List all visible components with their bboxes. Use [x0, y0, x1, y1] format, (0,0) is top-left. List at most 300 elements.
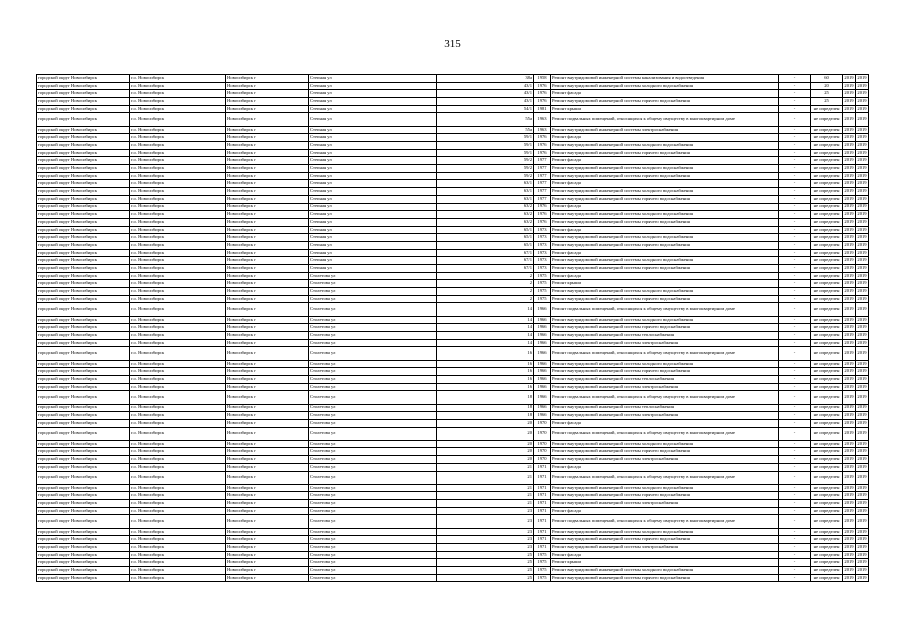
- cell-house: 65/1: [437, 241, 534, 249]
- cell-year-start: 2019: [843, 500, 856, 508]
- cell-locality: Новосибирск г: [226, 544, 309, 552]
- cell-street: Степная ул: [309, 165, 437, 173]
- cell-house: 63/2: [437, 203, 534, 211]
- cell-house: 14: [437, 339, 534, 347]
- cell-year-start: 2019: [843, 180, 856, 188]
- table-row: [37, 149, 869, 157]
- cell-okrug: городской округ Новосибирск: [37, 412, 130, 420]
- cell-city: г.о. Новосибирск: [130, 559, 226, 567]
- cell-work: Ремонт внутридомовой инженерной системы горячего водоснабжения: [551, 492, 779, 500]
- cell-city: г.о. Новосибирск: [130, 324, 226, 332]
- cell-house: 23: [437, 507, 534, 515]
- cell-house: 14: [437, 316, 534, 324]
- cell-year: 1970: [534, 440, 551, 448]
- cell-year-end: 2019: [856, 134, 869, 142]
- cell-year-end: 2019: [856, 82, 869, 90]
- cell-dash: -: [779, 500, 811, 508]
- cell-street: Столетова ул: [309, 412, 437, 420]
- cell-dash: -: [779, 288, 811, 296]
- cell-dash: -: [779, 515, 811, 528]
- cell-dash: -: [779, 303, 811, 316]
- cell-street: Степная ул: [309, 98, 437, 106]
- table-row: [37, 126, 869, 134]
- cell-year-end: 2019: [856, 316, 869, 324]
- cell-house: 14: [437, 324, 534, 332]
- cell-locality: Новосибирск г: [226, 360, 309, 368]
- cell-street: Степная ул: [309, 149, 437, 157]
- cell-dash: -: [779, 440, 811, 448]
- cell-street: Степная ул: [309, 249, 437, 257]
- cell-year: 1971: [534, 471, 551, 484]
- cell-okrug: городской округ Новосибирск: [37, 528, 130, 536]
- cell-house: 25: [437, 559, 534, 567]
- cell-street: Столетова ул: [309, 536, 437, 544]
- cell-amount: не определен: [811, 507, 843, 515]
- cell-locality: Новосибирск г: [226, 368, 309, 376]
- cell-house: 14: [437, 332, 534, 340]
- cell-city: г.о. Новосибирск: [130, 316, 226, 324]
- cell-year-start: 2019: [843, 463, 856, 471]
- cell-city: г.о. Новосибирск: [130, 90, 226, 98]
- table-row: [37, 492, 869, 500]
- cell-house: 16: [437, 360, 534, 368]
- cell-year-start: 2019: [843, 149, 856, 157]
- cell-street: Степная ул: [309, 234, 437, 242]
- cell-amount: не определен: [811, 339, 843, 347]
- cell-year-end: 2019: [856, 172, 869, 180]
- cell-amount: не определен: [811, 515, 843, 528]
- cell-dash: -: [779, 226, 811, 234]
- cell-year-start: 2019: [843, 280, 856, 288]
- cell-house: 21: [437, 492, 534, 500]
- cell-work: Ремонт внутридомовой инженерной системы холодного водоснабжения: [551, 211, 779, 219]
- cell-city: г.о. Новосибирск: [130, 280, 226, 288]
- cell-street: Столетова ул: [309, 528, 437, 536]
- cell-amount: не определен: [811, 456, 843, 464]
- cell-year-end: 2019: [856, 211, 869, 219]
- cell-street: Степная ул: [309, 126, 437, 134]
- cell-city: г.о. Новосибирск: [130, 463, 226, 471]
- cell-city: г.о. Новосибирск: [130, 257, 226, 265]
- cell-year: 1976: [534, 149, 551, 157]
- cell-year: 1977: [534, 188, 551, 196]
- table-row: [37, 544, 869, 552]
- cell-work: Ремонт внутридомовой инженерной системы горячего водоснабжения: [551, 448, 779, 456]
- cell-dash: -: [779, 567, 811, 575]
- cell-work: Ремонт внутридомовой инженерной системы холодного водоснабжения: [551, 165, 779, 173]
- cell-year-start: 2019: [843, 404, 856, 412]
- cell-work: Ремонт внутридомовой инженерной системы холодного водоснабжения: [551, 316, 779, 324]
- cell-year-end: 2019: [856, 157, 869, 165]
- cell-year: 1958: [534, 75, 551, 83]
- cell-dash: -: [779, 142, 811, 150]
- cell-year: 1973: [534, 241, 551, 249]
- cell-year-end: 2019: [856, 375, 869, 383]
- table-row: [37, 559, 869, 567]
- cell-okrug: городской округ Новосибирск: [37, 203, 130, 211]
- cell-dash: -: [779, 188, 811, 196]
- cell-okrug: городской округ Новосибирск: [37, 544, 130, 552]
- cell-locality: Новосибирск г: [226, 528, 309, 536]
- cell-city: г.о. Новосибирск: [130, 303, 226, 316]
- cell-work: Ремонт внутридомовой инженерной системы холодного водоснабжения: [551, 188, 779, 196]
- cell-year-end: 2019: [856, 360, 869, 368]
- cell-year-start: 2019: [843, 375, 856, 383]
- cell-year-end: 2019: [856, 142, 869, 150]
- cell-street: Столетова ул: [309, 500, 437, 508]
- cell-dash: -: [779, 536, 811, 544]
- cell-okrug: городской округ Новосибирск: [37, 113, 130, 126]
- cell-locality: Новосибирск г: [226, 98, 309, 106]
- cell-street: Столетова ул: [309, 515, 437, 528]
- cell-dash: -: [779, 75, 811, 83]
- cell-okrug: городской округ Новосибирск: [37, 218, 130, 226]
- cell-year: 1976: [534, 82, 551, 90]
- cell-year-start: 2019: [843, 536, 856, 544]
- cell-amount: не определен: [811, 427, 843, 440]
- cell-work: Ремонт внутридомовой инженерной системы теплоснабжения: [551, 404, 779, 412]
- cell-okrug: городской округ Новосибирск: [37, 249, 130, 257]
- table-row: [37, 188, 869, 196]
- cell-okrug: городской округ Новосибирск: [37, 515, 130, 528]
- cell-okrug: городской округ Новосибирск: [37, 427, 130, 440]
- table-row: [37, 241, 869, 249]
- cell-okrug: городской округ Новосибирск: [37, 241, 130, 249]
- cell-work: Ремонт фасада: [551, 157, 779, 165]
- cell-street: Столетова ул: [309, 303, 437, 316]
- cell-year: 1971: [534, 507, 551, 515]
- cell-locality: Новосибирск г: [226, 280, 309, 288]
- cell-locality: Новосибирск г: [226, 157, 309, 165]
- cell-year-start: 2019: [843, 211, 856, 219]
- cell-street: Столетова ул: [309, 288, 437, 296]
- cell-year-end: 2019: [856, 288, 869, 296]
- cell-dash: -: [779, 551, 811, 559]
- cell-okrug: городской округ Новосибирск: [37, 448, 130, 456]
- cell-locality: Новосибирск г: [226, 195, 309, 203]
- cell-year-end: 2019: [856, 544, 869, 552]
- cell-okrug: городской округ Новосибирск: [37, 257, 130, 265]
- cell-amount: 20: [811, 82, 843, 90]
- cell-year: 1966: [534, 339, 551, 347]
- cell-city: г.о. Новосибирск: [130, 448, 226, 456]
- cell-dash: -: [779, 471, 811, 484]
- cell-amount: не определен: [811, 471, 843, 484]
- cell-year-start: 2019: [843, 303, 856, 316]
- cell-work: Ремонт внутридомовой инженерной системы горячего водоснабжения: [551, 368, 779, 376]
- cell-okrug: городской округ Новосибирск: [37, 507, 130, 515]
- cell-dash: -: [779, 375, 811, 383]
- table-row: [37, 471, 869, 484]
- cell-house: 54/1: [437, 105, 534, 113]
- cell-year-end: 2019: [856, 463, 869, 471]
- cell-dash: -: [779, 105, 811, 113]
- table-row: [37, 113, 869, 126]
- cell-year-start: 2019: [843, 391, 856, 404]
- cell-amount: не определен: [811, 440, 843, 448]
- cell-okrug: городской округ Новосибирск: [37, 265, 130, 273]
- cell-street: Степная ул: [309, 241, 437, 249]
- table-row: [37, 303, 869, 316]
- table-row: [37, 75, 869, 83]
- cell-year-start: 2019: [843, 507, 856, 515]
- cell-street: Столетова ул: [309, 551, 437, 559]
- cell-year: 1966: [534, 404, 551, 412]
- table-row: [37, 419, 869, 427]
- cell-dash: -: [779, 347, 811, 360]
- cell-work: Ремонт внутридомовой инженерной системы холодного водоснабжения: [551, 360, 779, 368]
- cell-locality: Новосибирск г: [226, 249, 309, 257]
- cell-work: Ремонт подвальных помещений, относящихся к общему имуществу в многоквартирном доме: [551, 113, 779, 126]
- cell-dash: -: [779, 98, 811, 106]
- cell-year: 1966: [534, 324, 551, 332]
- cell-locality: Новосибирск г: [226, 288, 309, 296]
- cell-dash: -: [779, 265, 811, 273]
- cell-locality: Новосибирск г: [226, 172, 309, 180]
- cell-year: 1966: [534, 347, 551, 360]
- cell-locality: Новосибирск г: [226, 427, 309, 440]
- cell-locality: Новосибирск г: [226, 303, 309, 316]
- cell-year: 1973: [534, 265, 551, 273]
- cell-locality: Новосибирск г: [226, 375, 309, 383]
- cell-year-end: 2019: [856, 559, 869, 567]
- cell-city: г.о. Новосибирск: [130, 412, 226, 420]
- cell-locality: Новосибирск г: [226, 203, 309, 211]
- cell-city: г.о. Новосибирск: [130, 157, 226, 165]
- cell-amount: не определен: [811, 157, 843, 165]
- cell-street: Столетова ул: [309, 440, 437, 448]
- cell-year-start: 2019: [843, 165, 856, 173]
- cell-amount: не определен: [811, 332, 843, 340]
- cell-amount: не определен: [811, 375, 843, 383]
- cell-locality: Новосибирск г: [226, 75, 309, 83]
- cell-locality: Новосибирск г: [226, 165, 309, 173]
- cell-year: 1971: [534, 536, 551, 544]
- cell-locality: Новосибирск г: [226, 391, 309, 404]
- cell-house: 21: [437, 484, 534, 492]
- cell-house: 25: [437, 567, 534, 575]
- cell-work: Ремонт внутридомовой инженерной системы холодного водоснабжения: [551, 142, 779, 150]
- cell-city: г.о. Новосибирск: [130, 288, 226, 296]
- cell-city: г.о. Новосибирск: [130, 368, 226, 376]
- cell-street: Столетова ул: [309, 567, 437, 575]
- cell-work: Ремонт фасада: [551, 226, 779, 234]
- cell-amount: не определен: [811, 412, 843, 420]
- cell-okrug: городской округ Новосибирск: [37, 288, 130, 296]
- cell-year-end: 2019: [856, 448, 869, 456]
- cell-street: Столетова ул: [309, 339, 437, 347]
- cell-year-start: 2019: [843, 82, 856, 90]
- cell-amount: не определен: [811, 172, 843, 180]
- cell-locality: Новосибирск г: [226, 448, 309, 456]
- cell-street: Столетова ул: [309, 492, 437, 500]
- cell-house: 59/1: [437, 149, 534, 157]
- cell-street: Степная ул: [309, 265, 437, 273]
- cell-work: Ремонт крыши: [551, 105, 779, 113]
- cell-dash: -: [779, 149, 811, 157]
- cell-street: Степная ул: [309, 142, 437, 150]
- cell-work: Ремонт фасада: [551, 180, 779, 188]
- cell-locality: Новосибирск г: [226, 515, 309, 528]
- cell-street: Столетова ул: [309, 347, 437, 360]
- cell-city: г.о. Новосибирск: [130, 113, 226, 126]
- cell-dash: -: [779, 332, 811, 340]
- cell-work: Ремонт внутридомовой инженерной системы горячего водоснабжения: [551, 574, 779, 582]
- cell-house: 43/1: [437, 82, 534, 90]
- cell-year-end: 2019: [856, 500, 869, 508]
- cell-year-start: 2019: [843, 157, 856, 165]
- cell-locality: Новосибирск г: [226, 484, 309, 492]
- cell-year-start: 2019: [843, 551, 856, 559]
- cell-dash: -: [779, 272, 811, 280]
- cell-year: 1977: [534, 180, 551, 188]
- table-row: [37, 272, 869, 280]
- table-row: [37, 172, 869, 180]
- cell-locality: Новосибирск г: [226, 126, 309, 134]
- cell-city: г.о. Новосибирск: [130, 528, 226, 536]
- cell-amount: не определен: [811, 134, 843, 142]
- cell-work: Ремонт подвальных помещений, относящихся к общему имуществу в многоквартирном доме: [551, 303, 779, 316]
- cell-locality: Новосибирск г: [226, 404, 309, 412]
- cell-okrug: городской округ Новосибирск: [37, 188, 130, 196]
- cell-city: г.о. Новосибирск: [130, 536, 226, 544]
- cell-dash: -: [779, 324, 811, 332]
- cell-year-end: 2019: [856, 332, 869, 340]
- cell-year-end: 2019: [856, 113, 869, 126]
- cell-city: г.о. Новосибирск: [130, 165, 226, 173]
- cell-okrug: городской округ Новосибирск: [37, 75, 130, 83]
- cell-work: Ремонт внутридомовой инженерной системы теплоснабжения: [551, 332, 779, 340]
- cell-year-start: 2019: [843, 75, 856, 83]
- cell-year: 1966: [534, 375, 551, 383]
- capital-repair-table: [36, 74, 869, 582]
- cell-amount: не определен: [811, 226, 843, 234]
- cell-work: Ремонт внутридомовой инженерной системы электроснабжения: [551, 456, 779, 464]
- cell-year: 1976: [534, 203, 551, 211]
- cell-work: Ремонт подвальных помещений, относящихся к общему имуществу в многоквартирном доме: [551, 471, 779, 484]
- cell-street: Степная ул: [309, 134, 437, 142]
- cell-year: 1963: [534, 113, 551, 126]
- cell-dash: -: [779, 134, 811, 142]
- table-row: [37, 203, 869, 211]
- cell-city: г.о. Новосибирск: [130, 134, 226, 142]
- cell-locality: Новосибирск г: [226, 272, 309, 280]
- cell-amount: не определен: [811, 234, 843, 242]
- cell-city: г.о. Новосибирск: [130, 218, 226, 226]
- cell-year-end: 2019: [856, 188, 869, 196]
- cell-year-end: 2019: [856, 528, 869, 536]
- cell-year: 1976: [534, 218, 551, 226]
- cell-house: 63/2: [437, 211, 534, 219]
- cell-house: 2: [437, 288, 534, 296]
- cell-street: Степная ул: [309, 188, 437, 196]
- cell-street: Столетова ул: [309, 463, 437, 471]
- cell-dash: -: [779, 113, 811, 126]
- cell-okrug: городской округ Новосибирск: [37, 404, 130, 412]
- cell-street: Степная ул: [309, 90, 437, 98]
- cell-amount: не определен: [811, 528, 843, 536]
- cell-locality: Новосибирск г: [226, 265, 309, 273]
- cell-dash: -: [779, 157, 811, 165]
- table-row: [37, 142, 869, 150]
- cell-year-start: 2019: [843, 448, 856, 456]
- cell-year: 1966: [534, 368, 551, 376]
- cell-locality: Новосибирск г: [226, 500, 309, 508]
- cell-okrug: городской округ Новосибирск: [37, 90, 130, 98]
- cell-street: Столетова ул: [309, 280, 437, 288]
- cell-okrug: городской округ Новосибирск: [37, 463, 130, 471]
- cell-amount: не определен: [811, 195, 843, 203]
- table-row: [37, 180, 869, 188]
- cell-year-start: 2019: [843, 360, 856, 368]
- cell-house: 16: [437, 383, 534, 391]
- cell-year-end: 2019: [856, 412, 869, 420]
- cell-year-start: 2019: [843, 316, 856, 324]
- table-row: [37, 448, 869, 456]
- cell-year-start: 2019: [843, 567, 856, 575]
- cell-year-end: 2019: [856, 567, 869, 575]
- table-row: [37, 257, 869, 265]
- cell-house: 2: [437, 272, 534, 280]
- cell-year-end: 2019: [856, 295, 869, 303]
- cell-okrug: городской округ Новосибирск: [37, 551, 130, 559]
- cell-year-end: 2019: [856, 241, 869, 249]
- cell-dash: -: [779, 90, 811, 98]
- table-row: [37, 249, 869, 257]
- cell-city: г.о. Новосибирск: [130, 471, 226, 484]
- cell-street: Столетова ул: [309, 507, 437, 515]
- cell-year-start: 2019: [843, 339, 856, 347]
- cell-year-end: 2019: [856, 419, 869, 427]
- cell-amount: 25: [811, 98, 843, 106]
- cell-year: 1973: [534, 226, 551, 234]
- cell-year-end: 2019: [856, 484, 869, 492]
- cell-year-end: 2019: [856, 75, 869, 83]
- cell-okrug: городской округ Новосибирск: [37, 272, 130, 280]
- cell-work: Ремонт внутридомовой инженерной системы холодного водоснабжения: [551, 234, 779, 242]
- cell-year: 1966: [534, 391, 551, 404]
- cell-year-start: 2019: [843, 241, 856, 249]
- cell-amount: не определен: [811, 419, 843, 427]
- cell-house: 43/1: [437, 90, 534, 98]
- cell-year-end: 2019: [856, 404, 869, 412]
- table-row: [37, 157, 869, 165]
- cell-dash: -: [779, 427, 811, 440]
- cell-city: г.о. Новосибирск: [130, 98, 226, 106]
- cell-amount: не определен: [811, 265, 843, 273]
- cell-dash: -: [779, 126, 811, 134]
- cell-year: 1971: [534, 515, 551, 528]
- cell-amount: не определен: [811, 492, 843, 500]
- cell-house: 63/1: [437, 180, 534, 188]
- cell-okrug: городской округ Новосибирск: [37, 142, 130, 150]
- cell-house: 20: [437, 448, 534, 456]
- cell-year-start: 2019: [843, 195, 856, 203]
- cell-year-end: 2019: [856, 180, 869, 188]
- cell-year: 1975: [534, 288, 551, 296]
- table-row: [37, 567, 869, 575]
- cell-year-start: 2019: [843, 347, 856, 360]
- cell-house: 18: [437, 404, 534, 412]
- table-row: [37, 500, 869, 508]
- cell-work: Ремонт внутридомовой инженерной системы электроснабжения: [551, 383, 779, 391]
- cell-amount: не определен: [811, 316, 843, 324]
- cell-city: г.о. Новосибирск: [130, 265, 226, 273]
- cell-city: г.о. Новосибирск: [130, 375, 226, 383]
- cell-okrug: городской округ Новосибирск: [37, 157, 130, 165]
- cell-year: 1975: [534, 559, 551, 567]
- cell-year: 1971: [534, 484, 551, 492]
